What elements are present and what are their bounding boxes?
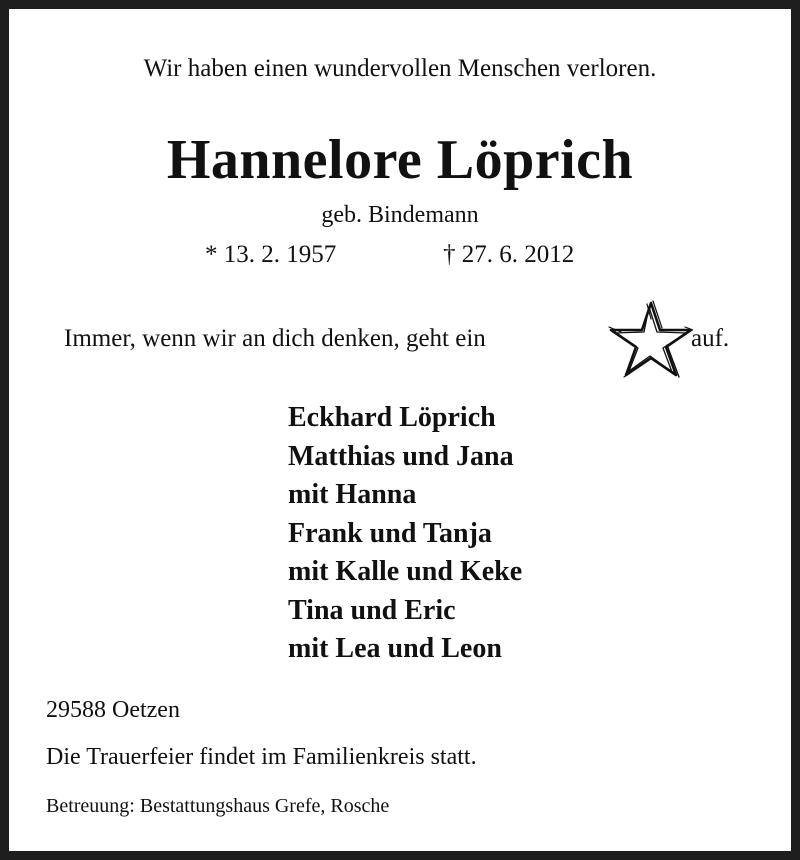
location: 29588 Oetzen	[46, 697, 180, 723]
mourner-line: Tina und Eric	[288, 594, 456, 626]
intro-line: Wir haben einen wundervollen Menschen verloren.	[143, 55, 657, 82]
mourner-line: mit Hanna	[288, 479, 417, 510]
memorial-quote	[9, 297, 791, 387]
deceased-name: Hannelore Löprich	[166, 129, 634, 191]
star-icon	[607, 297, 693, 383]
funeral-home-credit: Betreuung: Bestattungshaus Grefe, Rosche	[46, 795, 390, 817]
quote-text-after: auf.	[691, 325, 730, 352]
mourner-line: Frank und Tanja	[288, 517, 492, 549]
maiden-name: geb. Bindemann	[321, 202, 479, 228]
mourners-list	[288, 399, 522, 669]
mourner-line: mit Kalle und Keke	[288, 556, 523, 587]
mourner-line: Matthias und Jana	[288, 440, 514, 472]
quote-text-before: Immer, wenn wir an dich denken, geht ein	[64, 325, 486, 352]
death-date: † 27. 6. 2012	[443, 241, 575, 268]
birth-date: * 13. 2. 1957	[205, 241, 337, 268]
ceremony-note: Die Trauerfeier findet im Familienkreis statt.	[46, 744, 477, 770]
mourner-line: Eckhard Löprich	[288, 402, 496, 433]
mourner-line: mit Lea und Leon	[288, 633, 502, 664]
